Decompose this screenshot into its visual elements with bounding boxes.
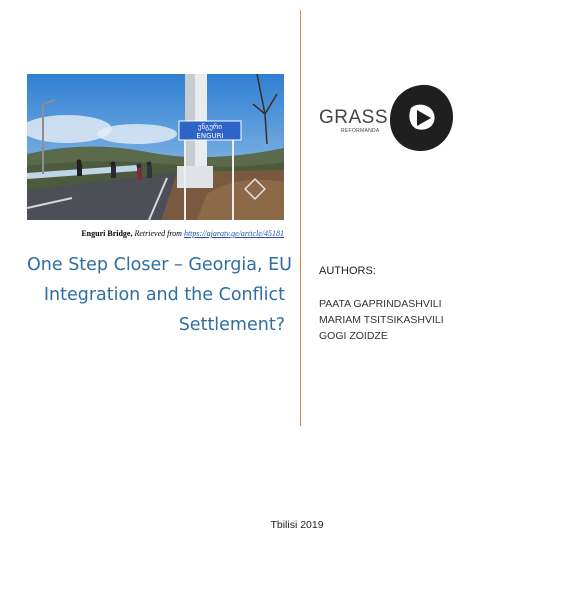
grass-logo bbox=[319, 80, 459, 156]
sign-latin-text: ENGURI bbox=[196, 132, 224, 140]
title-line: One Step Closer – Georgia, EU bbox=[27, 255, 292, 275]
logo-mark-icon bbox=[387, 80, 455, 156]
logo-subtitle: REFORMANDA bbox=[341, 128, 380, 134]
place-year: Tbilisi 2019 bbox=[270, 519, 324, 531]
enguri-bridge-photo bbox=[27, 74, 284, 220]
title-line: Settlement? bbox=[178, 315, 285, 335]
authors-list bbox=[319, 296, 444, 344]
caption-link[interactable]: https://ajaratv.ge/article/45181 bbox=[183, 229, 284, 238]
vertical-divider bbox=[300, 10, 301, 426]
cover-photo bbox=[27, 74, 284, 220]
photo-caption bbox=[27, 229, 284, 238]
sign-georgian-text: ენგური bbox=[197, 123, 223, 131]
author-name: GOGI ZOIDZE bbox=[319, 330, 388, 342]
author-name: PAATA GAPRINDASHVILI bbox=[319, 298, 442, 310]
caption-source: Retrieved from bbox=[132, 229, 184, 238]
title-line: Integration and the Conflict bbox=[43, 285, 285, 305]
logo-word: GRASS bbox=[319, 107, 389, 128]
authors-heading: AUTHORS: bbox=[319, 265, 376, 277]
author-name: MARIAM TSITSIKASHVILI bbox=[319, 314, 444, 326]
caption-title: Enguri Bridge, bbox=[81, 229, 133, 238]
document-title bbox=[27, 250, 292, 340]
